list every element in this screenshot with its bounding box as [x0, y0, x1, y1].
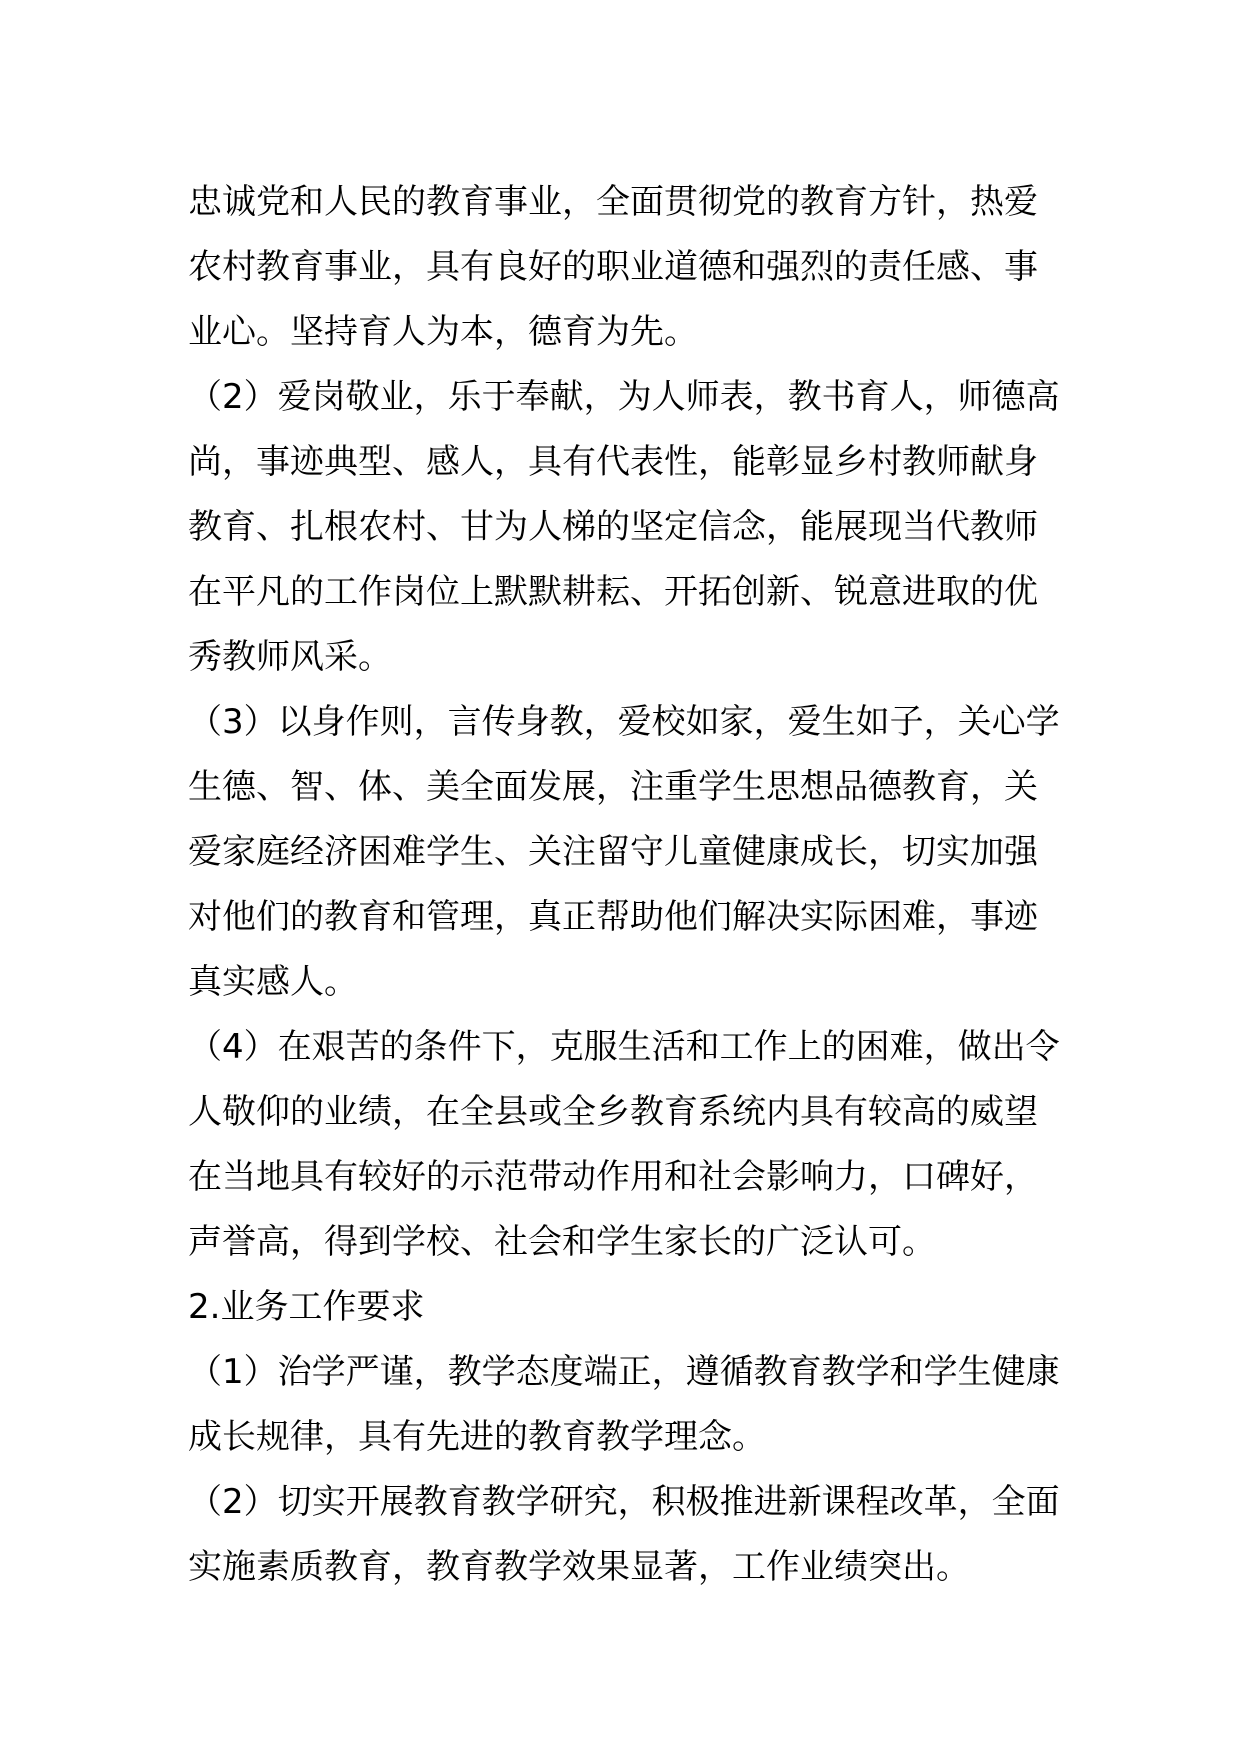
- document-body: [188, 170, 1068, 1600]
- paragraph-ethics-item-2: （2）爱岗敬业，乐于奉献，为人师表，教书育人，师德高尚，事迹典型、感人，具有代表性，能彰显乡村教师献身教育、扎根农村、甘为人梯的坚定信念，能展现当代教师在平凡的工作岗位上默默耕耘、开拓创新、锐意进取的优秀教师风采。: [188, 377, 1060, 677]
- paragraph-work-item-1: （1）治学严谨，教学态度端正，遵循教育教学和学生健康成长规律，具有先进的教育教学理念。: [188, 1352, 1060, 1457]
- paragraph-ethics-intro: 忠诚党和人民的教育事业，全面贯彻党的教育方针，热爱农村教育事业，具有良好的职业道德和强烈的责任感、事业心。坚持育人为本，德育为先。: [188, 182, 1038, 352]
- paragraph-work-item-2: （2）切实开展教育教学研究，积极推进新课程改革，全面实施素质教育，教育教学效果显著，工作业绩突出。: [188, 1482, 1060, 1587]
- section-heading-work-requirements: 2.业务工作要求: [188, 1287, 425, 1327]
- paragraph-ethics-item-4: （4）在艰苦的条件下，克服生活和工作上的困难，做出令人敬仰的业绩，在全县或全乡教育系统内具有较高的威望在当地具有较好的示范带动作用和社会影响力，口碑好，声誉高，得到学校、社会和学生家长的广泛认可。: [188, 1027, 1060, 1262]
- paragraph-ethics-item-3: （3）以身作则，言传身教，爱校如家，爱生如子，关心学生德、智、体、美全面发展，注重学生思想品德教育，关爱家庭经济困难学生、关注留守儿童健康成长，切实加强对他们的教育和管理，真正帮助他们解决实际困难，事迹真实感人。: [188, 702, 1060, 1002]
